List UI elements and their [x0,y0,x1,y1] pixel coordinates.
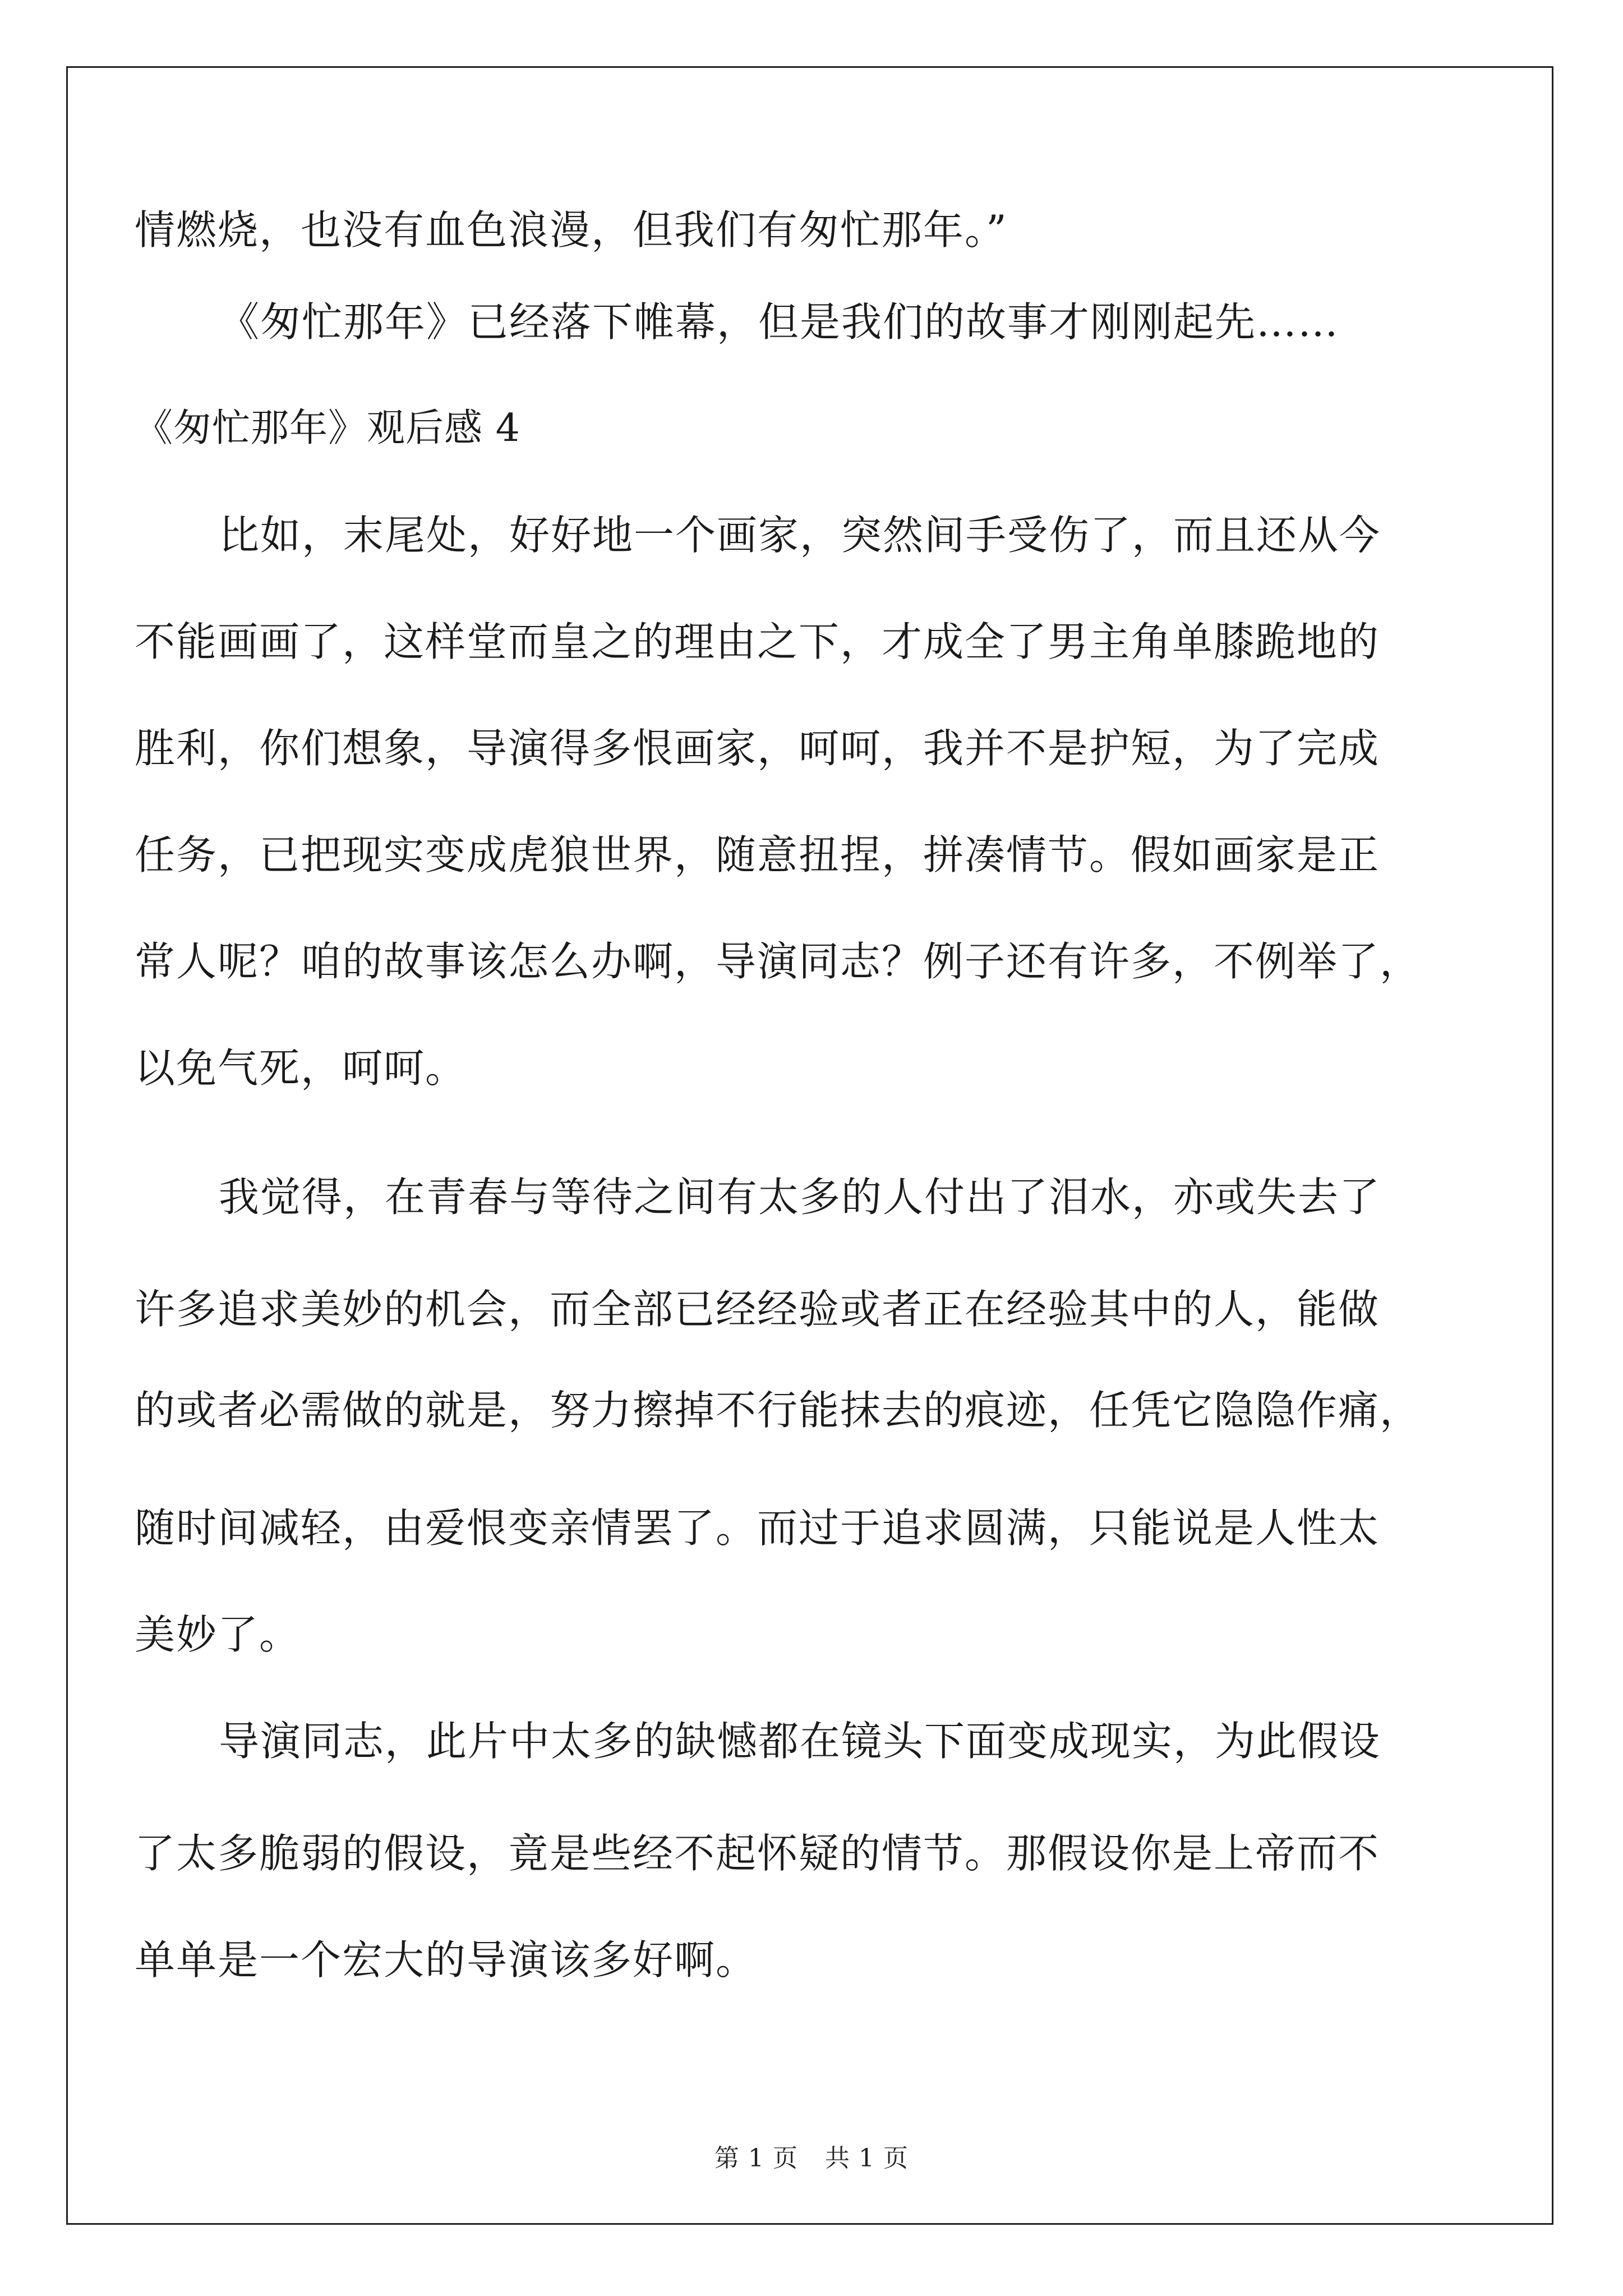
text-line: 任务，已把现实变成虎狼世界，随意扭捏，拼凑情节。假如画家是正 [135,831,1380,878]
text-line: 的或者必需做的就是，努力擦掉不行能抹去的痕迹，任凭它隐隐作痛， [135,1387,1422,1434]
text-line: 许多追求美妙的机会，而全部已经经验或者正在经验其中的人，能做 [135,1286,1380,1333]
text-line: 随时间减轻，由爱恨变亲情罢了。而过于追求圆满，只能说是人性太 [135,1504,1380,1552]
section-heading: 《匆忙那年》观后感 4 [135,406,520,450]
page-border [66,66,1553,2225]
text-line: 比如，末尾处，好好地一个画家，突然间手受伤了，而且还从今 [219,512,1381,559]
text-line: 不能画画了，这样堂而皇之的理由之下，才成全了男主角单膝跪地的 [135,618,1380,665]
text-line: 了太多脆弱的假设，竟是些经不起怀疑的情节。那假设你是上帝而不 [135,1830,1380,1877]
text-line: 我觉得，在青春与等待之间有太多的人付出了泪水，亦或失去了 [219,1174,1381,1221]
text-line: 以免气死，呵呵。 [135,1045,467,1092]
page-footer [0,2143,1623,2174]
text-line: 《匆忙那年》已经落下帷幕，但是我们的故事才刚刚起先…… [219,298,1340,346]
text-line: 单单是一个宏大的导演该多好啊。 [135,1936,758,1984]
text-line: 导演同志，此片中太多的缺憾都在镜头下面变成现实，为此假设 [219,1718,1381,1765]
page-total: 共 1 页 [825,2144,909,2173]
text-line: 常人呢？咱的故事该怎么办啊，导演同志？例子还有许多，不例举了， [135,938,1422,985]
text-line: 情燃烧，也没有血色浪漫，但我们有匆忙那年。” [135,206,1008,254]
page-number: 第 1 页 [714,2144,798,2173]
text-line: 胜利，你们想象，导演得多恨画家，呵呵，我并不是护短，为了完成 [135,725,1380,772]
text-line: 美妙了。 [135,1611,301,1658]
